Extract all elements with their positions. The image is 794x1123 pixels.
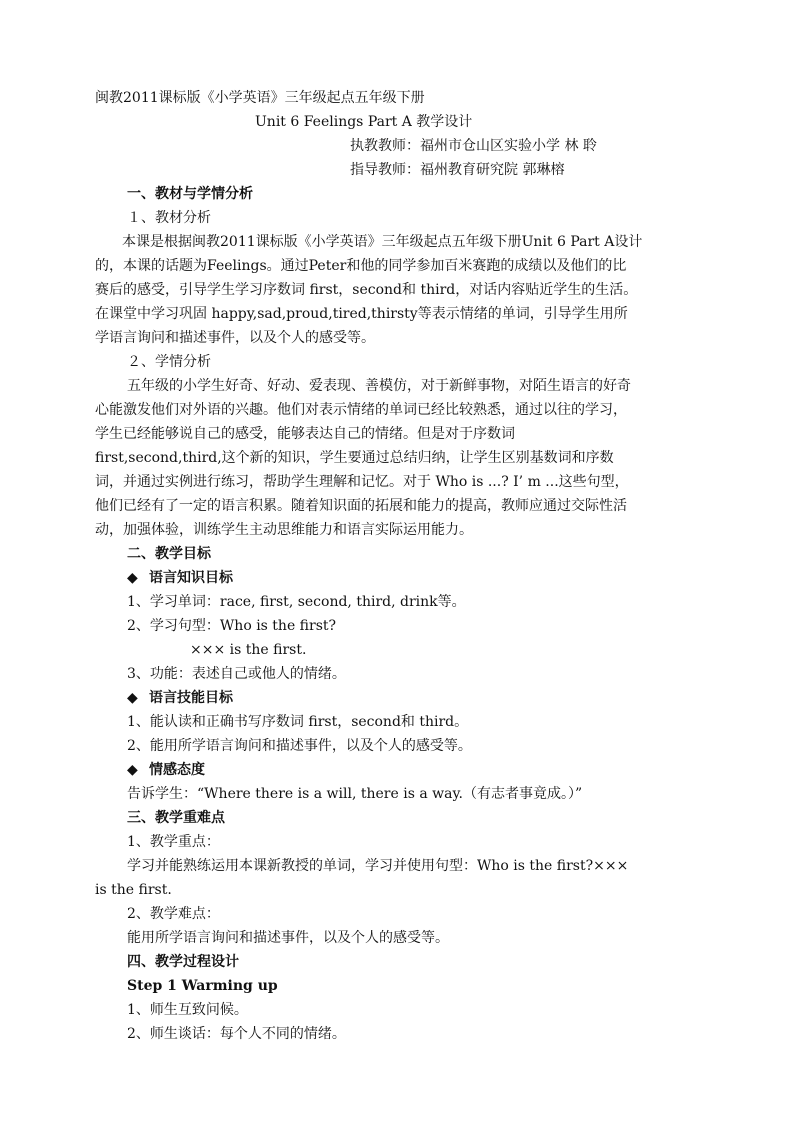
list-item: 2、师生谈话：每个人不同的情绪。 (127, 1026, 346, 1042)
paragraph-line: 学语言询问和描述事件，以及个人的感受等。 (95, 330, 375, 346)
paragraph-line: 他们已经有了一定的语言积累。随着知识面的拓展和能力的提高，教师应通过交际性活 (95, 498, 627, 514)
paragraph-line: 心能激发他们对外语的兴趣。他们对表示情绪的单词已经比较熟悉，通过以往的学习， (95, 402, 627, 418)
list-item: 3、功能：表述自己或他人的情绪。 (127, 666, 346, 682)
step-heading: Step 1 Warming up (127, 978, 278, 994)
unit-title: Unit 6 Feelings Part A 教学设计 (255, 114, 473, 130)
difficult-point-text: 能用所学语言询问和描述事件，以及个人的感受等。 (127, 930, 449, 946)
goal-heading-knowledge (127, 566, 233, 590)
paragraph-line: 本课是根据闽教2011课标版《小学英语》三年级起点五年级下册Unit 6 Part A设计 (122, 234, 643, 250)
book-title: 闽教2011课标版《小学英语》三年级起点五年级下册 (95, 90, 425, 106)
list-item: 1、学习单词：race, first, second, third, drink等。 (127, 594, 466, 610)
paragraph-line: 在课堂中学习巩固 happy,sad,proud,tired,thirsty等表示情绪的单词，引导学生用所 (95, 306, 628, 322)
goal-heading-knowledge-label: 语言知识目标 (149, 570, 233, 586)
paragraph-line: 五年级的小学生好奇、好动、爱表现、善模仿，对于新鲜事物，对陌生语言的好奇 (127, 378, 631, 394)
paragraph-line: 动，加强体验，训练学生主动思维能力和语言实际运用能力。 (95, 522, 473, 538)
key-point-text: 学习并能熟练运用本课新教授的单词，学习并使用句型：Who is the first?××× (127, 858, 629, 874)
paragraph-line: first,second,third,这个新的知识，学生要通过总结归纳，让学生区别基数词和序数 (95, 450, 614, 466)
section-heading-key-points: 三、教学重难点 (127, 810, 225, 826)
paragraph-line: 学生已经能够说自己的感受，能够表达自己的情绪。但是对于序数词 (95, 426, 515, 442)
attitude-text: 告诉学生：“Where there is a will, there is a way.（有志者事竟成。）” (127, 786, 583, 802)
subheading-material-analysis: １、教材分析 (127, 210, 211, 226)
teacher-line: 执教教师：福州市仓山区实验小学 林 聆 (350, 138, 597, 154)
advisor-line: 指导教师：福州教育研究院 郭琳榕 (350, 162, 565, 178)
goal-heading-attitude (127, 758, 205, 782)
difficult-point-label: 2、教学难点： (127, 906, 220, 922)
goal-heading-skills-label: 语言技能目标 (149, 690, 233, 706)
list-item: 2、能用所学语言询问和描述事件，以及个人的感受等。 (127, 738, 472, 754)
diamond-bullet-icon: ◆ (127, 570, 138, 586)
goal-heading-skills (127, 686, 233, 710)
section-heading-goals: 二、教学目标 (127, 546, 211, 562)
list-item: ××× is the first. (190, 642, 307, 658)
paragraph-line: 词，并通过实例进行练习，帮助学生理解和记忆。对于 Who is ...? I’ m ...这些句型， (95, 474, 629, 490)
key-point-text: is the first. (95, 882, 172, 898)
paragraph-line: 赛后的感受，引导学生学习序数词 first，second和 third，对话内容贴近学生的生活。 (95, 282, 638, 298)
list-item: 1、能认读和正确书写序数词 first，second和 third。 (127, 714, 469, 730)
section-heading-analysis: 一、教材与学情分析 (127, 186, 253, 202)
goal-heading-attitude-label: 情感态度 (149, 762, 205, 778)
paragraph-line: 的，本课的话题为Feelings。通过Peter和他的同学参加百米赛跑的成绩以及他们的比 (95, 258, 627, 274)
list-item: 2、学习句型：Who is the first? (127, 618, 337, 634)
list-item: 1、师生互致问候。 (127, 1002, 248, 1018)
diamond-bullet-icon: ◆ (127, 690, 138, 706)
section-heading-process: 四、教学过程设计 (127, 954, 239, 970)
key-point-label: 1、教学重点： (127, 834, 220, 850)
diamond-bullet-icon: ◆ (127, 762, 138, 778)
subheading-student-analysis: ２、学情分析 (127, 354, 211, 370)
